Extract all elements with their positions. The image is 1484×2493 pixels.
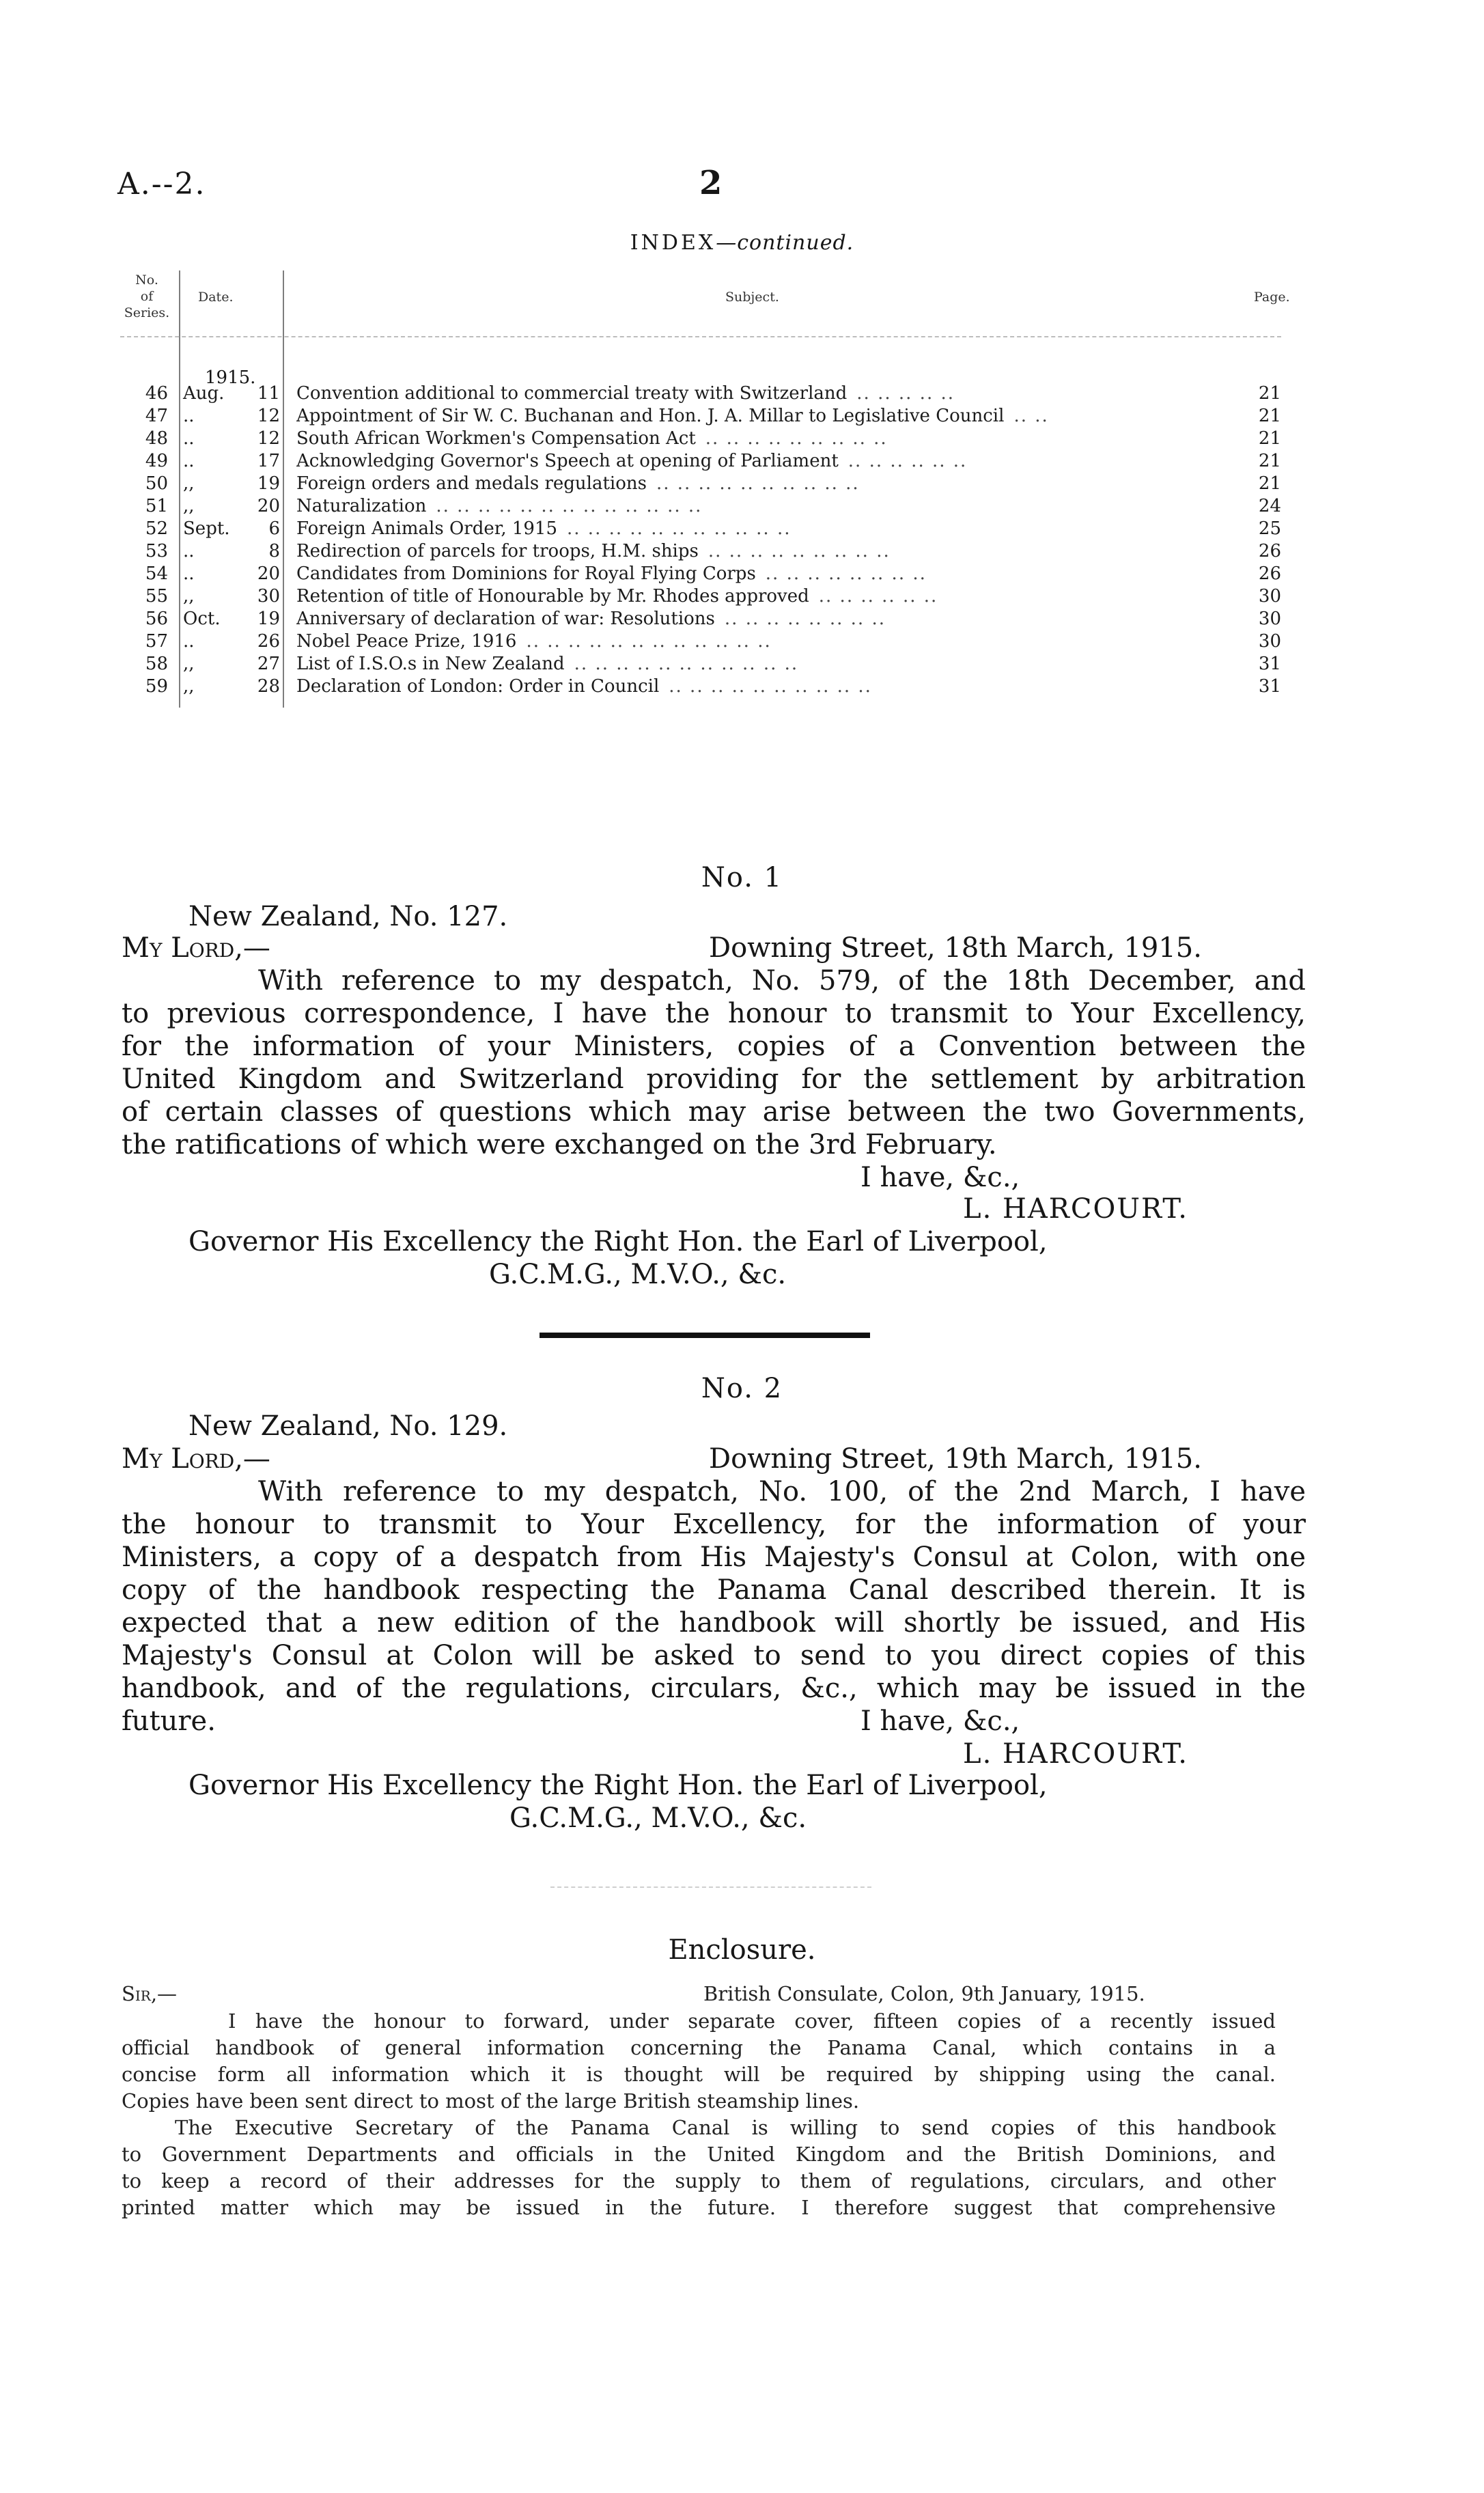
- index-row-subject: [296, 653, 1225, 676]
- index-row-day: 28: [257, 676, 280, 697]
- index-row-day: 30: [257, 586, 280, 607]
- index-row-number: 50: [145, 473, 168, 494]
- index-row: [0, 450, 1484, 473]
- enclosure-place-date: British Consulate, Colon, 9th January, 1915.: [703, 1982, 1145, 2005]
- index-row-day: 19: [257, 473, 280, 494]
- despatch-2-signature: L. HARCOURT.: [963, 1738, 1188, 1770]
- index-row-subject-text: Acknowledging Governor's Speech at opening of Parliament: [296, 451, 839, 471]
- col-no-line2: of: [140, 289, 154, 304]
- index-row-month: ,,: [183, 676, 195, 697]
- index-row: [0, 518, 1484, 540]
- index-row-subject: [296, 540, 1225, 563]
- despatch-1-honours: G.C.M.G., M.V.O., &c.: [489, 1259, 787, 1290]
- index-title-continued: —continued.: [716, 231, 854, 255]
- index-row-page: 24: [1258, 496, 1281, 516]
- index-row-leader-dots: .. .. .. .. .. .. .. .. ..: [705, 428, 888, 449]
- index-row-leader-dots: .. .. .. .. .. ..: [848, 451, 968, 471]
- index-row-leader-dots: .. .. .. .. .. .. .. .. .. .. .. .. ..: [436, 496, 703, 516]
- index-header-rule: [120, 336, 1281, 337]
- despatch-2-line-5: expected that a new edition of the handbook will shortly be issued, and His: [122, 1607, 1306, 1639]
- despatch-1-line-6: the ratifications of which were exchanged on the 3rd February.: [122, 1129, 997, 1160]
- index-row-subject-text: List of I.S.O.s in New Zealand: [296, 654, 565, 674]
- index-row-page: 31: [1258, 654, 1281, 674]
- index-row-subject: [296, 428, 1225, 450]
- index-row-subject-text: Convention additional to commercial treaty with Switzerland: [296, 383, 848, 404]
- enclosure-p1-line-3: concise form all information which it is thought will be required by shipping using the canal.: [122, 2063, 1276, 2086]
- despatch-2-last-line: future.: [122, 1705, 216, 1737]
- index-row-month: ..: [183, 563, 195, 584]
- index-row-day: 8: [268, 541, 280, 561]
- index-row-page: 30: [1258, 586, 1281, 607]
- index-year: 1915.: [205, 367, 256, 388]
- despatch-2-salutation: My Lord,—: [122, 1443, 270, 1475]
- index-row-day: 12: [257, 406, 280, 426]
- index-row-month: Sept.: [183, 518, 230, 539]
- despatch-1-salutation: My Lord,—: [122, 932, 270, 964]
- index-row-leader-dots: .. ..: [1013, 406, 1049, 426]
- index-row: [0, 653, 1484, 676]
- col-no-line3: Series.: [124, 305, 170, 320]
- index-row-number: 49: [145, 451, 168, 471]
- despatch-2-heading: No. 2: [701, 1373, 783, 1404]
- despatch-1-place-date: Downing Street, 18th March, 1915.: [709, 932, 1202, 964]
- index-col-page: Page.: [1254, 290, 1290, 305]
- index-row-day: 26: [257, 631, 280, 652]
- index-row-subject-text: Nobel Peace Prize, 1916: [296, 631, 517, 652]
- index-row-leader-dots: .. .. .. .. .. .. .. .. .. ..: [669, 676, 872, 697]
- index-row-subject: [296, 473, 1225, 495]
- index-row-subject: [296, 450, 1225, 473]
- index-row-month: ..: [183, 406, 195, 426]
- index-row-page: 21: [1258, 406, 1281, 426]
- index-col-no: [123, 272, 171, 321]
- enclosure-p2-line-2: to Government Departments and officials in the United Kingdom and the British Dominions, and: [122, 2143, 1276, 2166]
- index-row-month: ,,: [183, 496, 195, 516]
- index-row: [0, 630, 1484, 653]
- index-row-leader-dots: .. .. .. .. .. .. .. .. ..: [708, 541, 891, 561]
- index-row-subject: [296, 495, 1225, 518]
- index-row-subject-text: South African Workmen's Compensation Act: [296, 428, 696, 449]
- index-row-subject-text: Naturalization: [296, 496, 427, 516]
- index-row-page: 21: [1258, 383, 1281, 404]
- despatch-2-line-2: the honour to transmit to Your Excellency, for the information of your: [122, 1509, 1306, 1540]
- despatch-2-closing: I have, &c.,: [860, 1705, 1020, 1737]
- index-row-subject: [296, 585, 1225, 608]
- index-row-leader-dots: .. .. .. .. .. .. .. .. .. ..: [656, 473, 860, 494]
- index-row: [0, 473, 1484, 495]
- index-row-month: ..: [183, 451, 195, 471]
- index-row-number: 56: [145, 609, 168, 629]
- despatch-1-line-1: With reference to my despatch, No. 579, of the 18th December, and: [258, 965, 1306, 997]
- index-row-month: ..: [183, 428, 195, 449]
- index-row-subject: [296, 563, 1225, 585]
- index-row-page: 30: [1258, 609, 1281, 629]
- index-title: [0, 231, 1484, 255]
- enclosure-divider: [550, 1886, 871, 1888]
- document-reference: A.--2.: [117, 167, 206, 201]
- index-row-page: 26: [1258, 541, 1281, 561]
- index-row-subject: [296, 518, 1225, 540]
- enclosure-salutation: Sir,—: [122, 1982, 178, 2005]
- index-row-day: 20: [257, 563, 280, 584]
- index-row-subject-text: Appointment of Sir W. C. Buchanan and Hon. J. A. Millar to Legislative Council: [296, 406, 1005, 426]
- section-divider: [540, 1333, 870, 1338]
- despatch-1-closing: I have, &c.,: [860, 1162, 1020, 1193]
- index-row-number: 58: [145, 654, 168, 674]
- index-row-subject-text: Retention of title of Honourable by Mr. Rhodes approved: [296, 586, 809, 607]
- index-row-subject: [296, 608, 1225, 630]
- index-row-page: 30: [1258, 631, 1281, 652]
- index-row-page: 21: [1258, 428, 1281, 449]
- despatch-1-ref: New Zealand, No. 127.: [188, 901, 508, 932]
- index-row-day: 19: [257, 609, 280, 629]
- despatch-1-line-2: to previous correspondence, I have the honour to transmit to Your Excellency,: [122, 998, 1306, 1029]
- index-row-day: 12: [257, 428, 280, 449]
- index-row-subject-text: Anniversary of declaration of war: Resolutions: [296, 609, 715, 629]
- despatch-1-line-3: for the information of your Ministers, copies of a Convention between the: [122, 1031, 1306, 1062]
- index-row-subject: [296, 676, 1225, 698]
- despatch-2-line-4: copy of the handbook respecting the Panama Canal described therein. It is: [122, 1574, 1306, 1606]
- index-row: [0, 405, 1484, 428]
- index-row: [0, 495, 1484, 518]
- index-row-subject: [296, 405, 1225, 428]
- index-row-number: 51: [145, 496, 168, 516]
- index-row-number: 47: [145, 406, 168, 426]
- index-row: [0, 676, 1484, 698]
- index-row-subject-text: Declaration of London: Order in Council: [296, 676, 660, 697]
- enclosure-p2-line-1: The Executive Secretary of the Panama Canal is willing to send copies of this handbook: [175, 2116, 1276, 2139]
- index-row-day: 17: [257, 451, 280, 471]
- index-row-month: ,,: [183, 473, 195, 494]
- index-row-number: 57: [145, 631, 168, 652]
- enclosure-p2-line-3: to keep a record of their addresses for the supply to them of regulations, circulars, and other: [122, 2169, 1276, 2192]
- index-row-number: 54: [145, 563, 168, 584]
- despatch-1-line-4: United Kingdom and Switzerland providing for the settlement by arbitration: [122, 1063, 1306, 1095]
- enclosure-heading: Enclosure.: [668, 1934, 816, 1966]
- despatch-1-line-5: of certain classes of questions which may arise between the two Governments,: [122, 1096, 1306, 1128]
- index-row-day: 6: [268, 518, 280, 539]
- index-row-leader-dots: .. .. .. .. .. ..: [818, 586, 938, 607]
- despatch-2-ref: New Zealand, No. 129.: [188, 1410, 508, 1442]
- index-col-subject: Subject.: [725, 290, 779, 305]
- index-row-number: 55: [145, 586, 168, 607]
- index-row-month: ..: [183, 631, 195, 652]
- despatch-2-addressee: Governor His Excellency the Right Hon. the Earl of Liverpool,: [188, 1770, 1048, 1801]
- col-no-line1: No.: [135, 273, 158, 288]
- index-row-subject-text: Foreign orders and medals regulations: [296, 473, 647, 494]
- index-row-leader-dots: .. .. .. .. .. .. .. ..: [765, 563, 927, 584]
- index-row-page: 21: [1258, 451, 1281, 471]
- index-row-subject-text: Redirection of parcels for troops, H.M. ships: [296, 541, 699, 561]
- index-row-number: 52: [145, 518, 168, 539]
- index-row-number: 46: [145, 383, 168, 404]
- index-row-day: 11: [257, 383, 280, 404]
- index-row: [0, 382, 1484, 405]
- despatch-2-line-3: Ministers, a copy of a despatch from His Majesty's Consul at Colon, with one: [122, 1542, 1306, 1573]
- index-row-subject-text: Foreign Animals Order, 1915: [296, 518, 558, 539]
- index-title-main: INDEX: [630, 231, 716, 255]
- index-row-day: 27: [257, 654, 280, 674]
- index-row-month: ,,: [183, 586, 195, 607]
- index-row-page: 21: [1258, 473, 1281, 494]
- enclosure-p2-line-4: printed matter which may be issued in the future. I therefore suggest that comprehensive: [122, 2196, 1276, 2219]
- despatch-2-line-7: handbook, and of the regulations, circulars, &c., which may be issued in the: [122, 1673, 1306, 1704]
- index-row-subject-text: Candidates from Dominions for Royal Flying Corps: [296, 563, 756, 584]
- index-row-subject: [296, 382, 1225, 405]
- index-row-page: 25: [1258, 518, 1281, 539]
- index-row-page: 31: [1258, 676, 1281, 697]
- enclosure-p1-line-2: official handbook of general information concerning the Panama Canal, which contains in a: [122, 2036, 1276, 2059]
- index-row-number: 48: [145, 428, 168, 449]
- index-row-number: 59: [145, 676, 168, 697]
- despatch-2-honours: G.C.M.G., M.V.O., &c.: [509, 1802, 807, 1834]
- index-row-leader-dots: .. .. .. .. .. .. .. .. .. .. .. ..: [526, 631, 772, 652]
- index-row: [0, 585, 1484, 608]
- despatch-2-line-1: With reference to my despatch, No. 100, of the 2nd March, I have: [258, 1476, 1306, 1507]
- despatch-1-addressee: Governor His Excellency the Right Hon. the Earl of Liverpool,: [188, 1226, 1048, 1257]
- page-number: 2: [699, 164, 723, 202]
- index-row-leader-dots: .. .. .. .. .. .. .. ..: [724, 609, 886, 629]
- index-row-number: 53: [145, 541, 168, 561]
- despatch-2-line-6: Majesty's Consul at Colon will be asked to send to you direct copies of this: [122, 1640, 1306, 1671]
- index-row: [0, 540, 1484, 563]
- index-col-date: Date.: [198, 290, 234, 305]
- index-row-subject: [296, 630, 1225, 653]
- index-row-month: Oct.: [183, 609, 221, 629]
- despatch-1-signature: L. HARCOURT.: [963, 1193, 1188, 1225]
- despatch-1-heading: No. 1: [701, 862, 783, 893]
- index-row: [0, 428, 1484, 450]
- index-row: [0, 608, 1484, 630]
- index-row-day: 20: [257, 496, 280, 516]
- index-row-month: Aug.: [183, 383, 225, 404]
- enclosure-p1-line-1: I have the honour to forward, under separate cover, fifteen copies of a recently issued: [228, 2009, 1276, 2033]
- index-row-leader-dots: .. .. .. .. ..: [856, 383, 955, 404]
- index-row-page: 26: [1258, 563, 1281, 584]
- index-row-leader-dots: .. .. .. .. .. .. .. .. .. .. ..: [567, 518, 792, 539]
- index-row-month: ..: [183, 541, 195, 561]
- index-row-month: ,,: [183, 654, 195, 674]
- enclosure-p1-line-4: Copies have been sent direct to most of the large British steamship lines.: [122, 2089, 860, 2113]
- index-row: [0, 563, 1484, 585]
- despatch-2-place-date: Downing Street, 19th March, 1915.: [709, 1443, 1202, 1475]
- index-row-leader-dots: .. .. .. .. .. .. .. .. .. .. ..: [574, 654, 799, 674]
